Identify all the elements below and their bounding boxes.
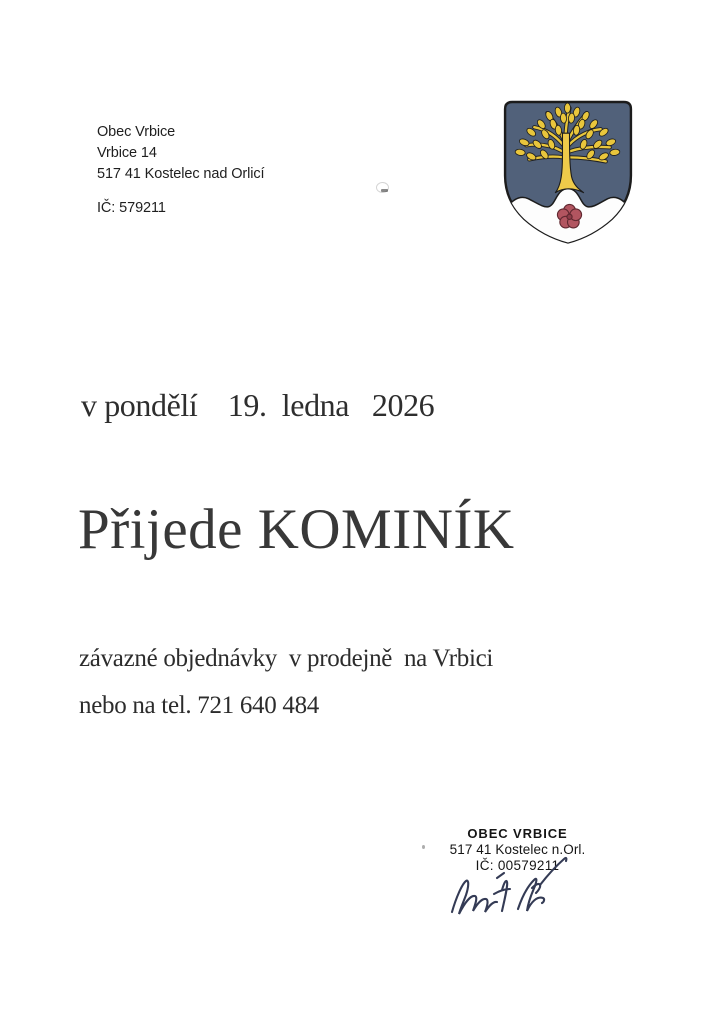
notice-headline: Přijede KOMINÍK [78,498,515,561]
sender-city: 517 41 Kostelec nad Orlicí [97,166,265,182]
stamp-ic-number: IČ: 00579211 [475,858,560,873]
scan-artifact-dot [422,845,425,849]
coat-of-arms-icon [501,99,635,246]
sender-address-block [97,122,264,219]
rose-center [567,214,572,219]
stamp-office-name: OBEC VRBICE [467,826,568,841]
notice-detail-line-1: závazné objednávky v prodejně na Vrbici [79,645,494,672]
sender-name: Obec Vrbice [97,124,176,140]
scan-artifact-dash [381,189,388,192]
stamp-office-address: 517 41 Kostelec n.Orl. [449,842,586,857]
notice-detail-line-2: nebo na tel. 721 640 484 [79,692,319,719]
sender-ic-number: IČ: 579211 [97,200,166,216]
notice-date-line: v pondělí 19. ledna 2026 [81,387,435,423]
sender-street: Vrbice 14 [97,145,157,161]
signature-handwriting [446,852,586,922]
